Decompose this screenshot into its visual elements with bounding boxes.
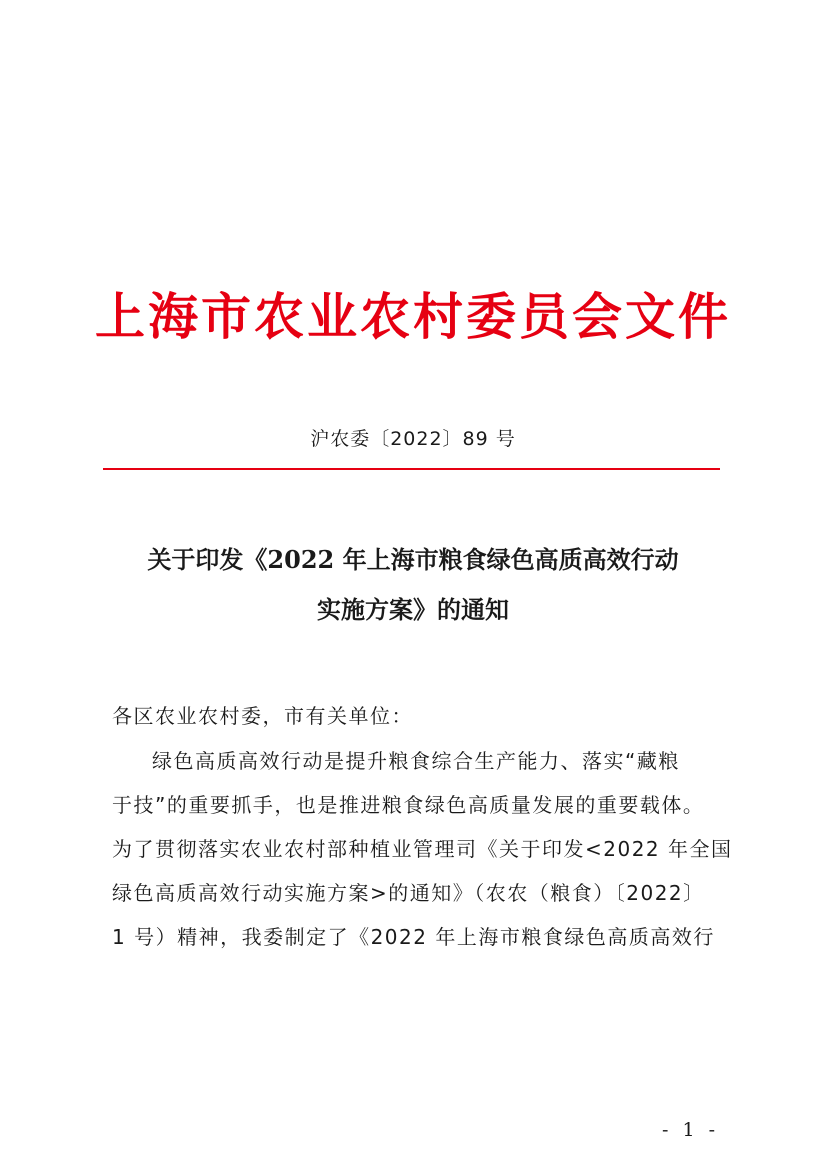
body-text-line: 为了贯彻落实农业农村部种植业管理司《关于印发<2022 年全国 <box>112 837 733 861</box>
salutation: 各区农业农村委，市有关单位： <box>112 704 413 728</box>
document-number: 沪农委〔2022〕89 号 <box>310 428 516 450</box>
body-text-line: 于技”的重要抓手，也是推进粮食绿色高质量发展的重要载体。 <box>112 793 705 817</box>
red-divider-line <box>103 468 720 470</box>
body-text-line: 1 号）精神，我委制定了《2022 年上海市粮食绿色高质高效行 <box>112 925 715 949</box>
body-text-line: 绿色高质高效行动是提升粮食综合生产能力、落实“藏粮 <box>152 749 680 773</box>
document-masthead: 上海市农业农村委员会文件 <box>95 287 731 346</box>
notice-title-line-2: 实施方案》的通知 <box>317 595 509 624</box>
body-text-line: 绿色高质高效行动实施方案>的通知》（农农（粮食）〔2022〕 <box>112 881 705 905</box>
notice-title-line-1: 关于印发《2022 年上海市粮食绿色高质高效行动 <box>147 545 679 574</box>
page-number: - 1 - <box>662 1119 720 1141</box>
